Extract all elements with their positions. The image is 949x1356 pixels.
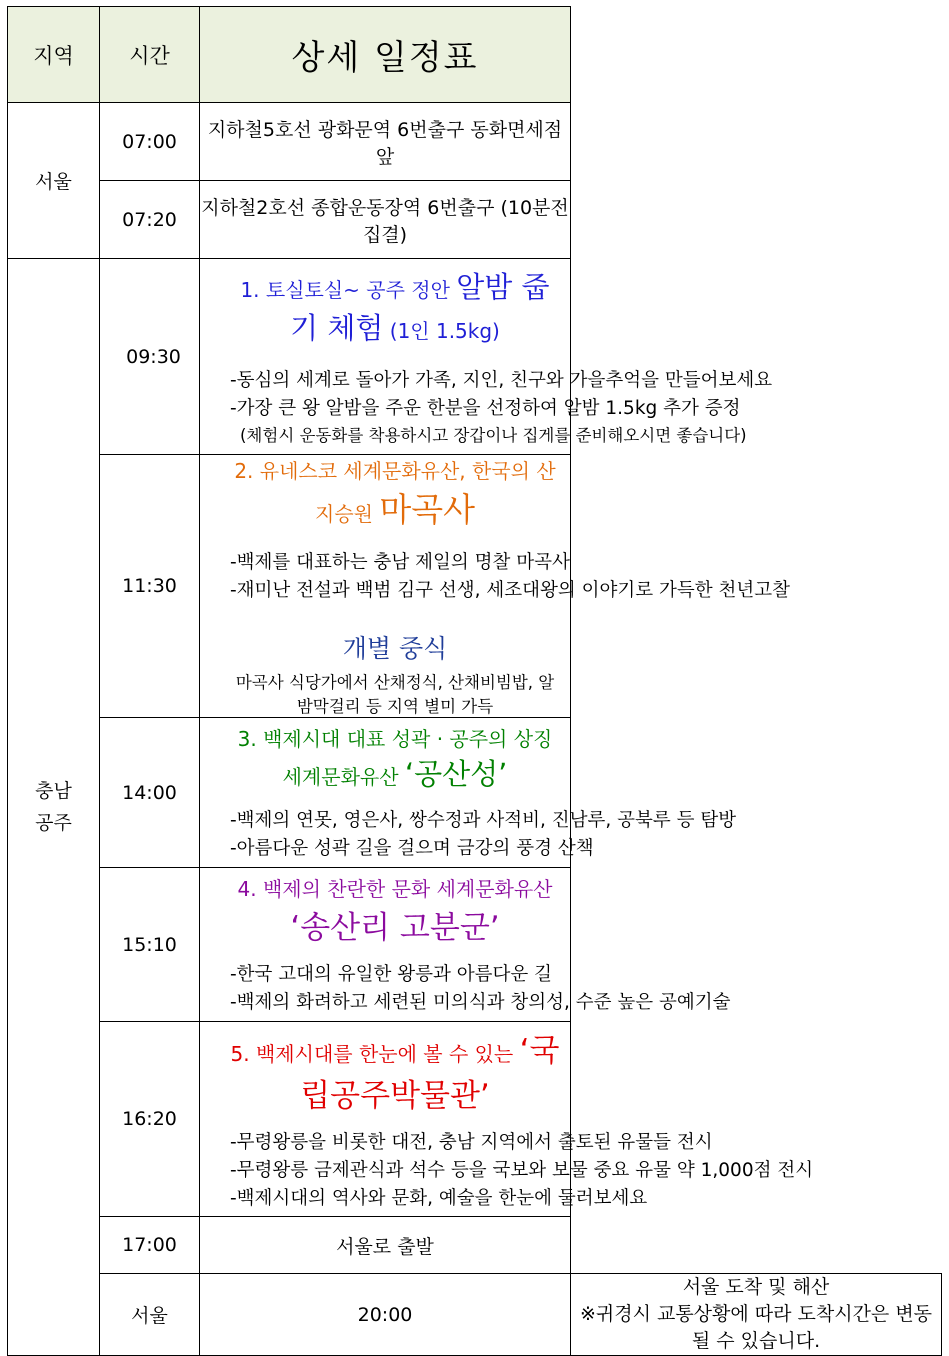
item-3-bullet-2: -아름다운 성곽 길을 걸으며 금강의 풍경 산책 bbox=[230, 837, 594, 859]
item-1-title-highlight: 알밤 줍기 체험 bbox=[290, 269, 550, 345]
item-5-title-prefix: 5. 백제시대를 한눈에 볼 수 있는 bbox=[230, 1042, 520, 1066]
item-5-bullet-1: -무령왕릉을 비롯한 대전, 충남 지역에서 출토된 유물들 전시 bbox=[230, 1132, 713, 1153]
item-3-cell bbox=[200, 718, 737, 868]
arrival-cell bbox=[571, 1274, 942, 1356]
item-5-title-highlight: ‘국립공주박물관’ bbox=[300, 1033, 560, 1114]
header-region: 지역 bbox=[8, 7, 100, 103]
meeting-point-2: 지하철2호선 종합운동장역 6번출구 (10분전 집결) bbox=[200, 181, 571, 259]
table-row bbox=[8, 868, 942, 1022]
item-1-bullet-1: -동심의 세계로 돌아가 가족, 지인, 친구와 가을추억을 만들어보세요 bbox=[230, 369, 773, 391]
item-5-bullet-2: -무령왕릉 금제관식과 석수 등을 국보와 보물 중요 유물 약 1,000점 전시 bbox=[230, 1160, 814, 1181]
table-row bbox=[8, 259, 942, 455]
region-chungnam-gongju bbox=[8, 259, 100, 1356]
arrival-note: ※귀경시 교통상황에 따라 도착시간은 변동될 수 있습니다. bbox=[579, 1303, 933, 1352]
time-cell: 07:20 bbox=[100, 181, 200, 259]
item-4-title-prefix: 4. 백제의 찬란한 문화 세계문화유산 bbox=[237, 876, 553, 901]
region-line-2: 공주 bbox=[35, 812, 72, 834]
time-cell: 17:00 bbox=[100, 1217, 200, 1274]
time-cell: 07:00 bbox=[100, 103, 200, 181]
item-1-note: (체험시 운동화를 착용하시고 장갑이나 집게를 준비해오시면 좋습니다) bbox=[240, 425, 747, 445]
table-row bbox=[8, 1022, 942, 1217]
item-2-title-prefix: 2. 유네스코 세계문화유산, 한국의 산지승원 bbox=[234, 459, 556, 526]
item-2-cell bbox=[200, 455, 790, 718]
item-1-title-suffix: (1인 1.5kg) bbox=[383, 318, 500, 343]
item-4-bullet-1: -한국 고대의 유일한 왕릉과 아름다운 길 bbox=[230, 963, 553, 985]
item-3-bullet-1: -백제의 연못, 영은사, 쌍수정과 사적비, 진남루, 공북루 등 탐방 bbox=[230, 809, 737, 831]
item-4-title bbox=[230, 873, 560, 947]
time-cell: 16:20 bbox=[100, 1022, 200, 1217]
depart-to-seoul: 서울로 출발 bbox=[200, 1217, 571, 1274]
time-cell: 11:30 bbox=[100, 455, 200, 718]
item-2-title-highlight: 마곡사 bbox=[379, 490, 475, 529]
time-cell: 14:00 bbox=[100, 718, 200, 868]
item-3-title-prefix: 3. 백제시대 대표 성곽 · 공주의 상징 세계문화유산 bbox=[237, 726, 553, 789]
page-title: 상세 일정표 bbox=[200, 7, 571, 103]
header-time: 시간 bbox=[100, 7, 200, 103]
table-row bbox=[8, 455, 942, 718]
item-5-bullet-3: -백제시대의 역사와 문화, 예술을 한눈에 둘러보세요 bbox=[230, 1188, 648, 1209]
region-line-1: 충남 bbox=[35, 780, 72, 802]
item-1-cell bbox=[200, 259, 773, 455]
table-row bbox=[8, 1274, 942, 1356]
schedule-table bbox=[7, 6, 942, 1356]
region-seoul-arrival: 서울 bbox=[100, 1274, 200, 1356]
header-row bbox=[8, 7, 942, 103]
item-1-bullet-2: -가장 큰 왕 알밤을 주운 한분을 선정하여 알밤 1.5kg 추가 증정 bbox=[230, 397, 741, 419]
meeting-point-1: 지하철5호선 광화문역 6번출구 동화면세점 앞 bbox=[200, 103, 571, 181]
table-row bbox=[8, 718, 942, 868]
table-row bbox=[8, 103, 942, 181]
item-5-title bbox=[230, 1025, 560, 1115]
item-4-title-highlight: ‘송산리 고분군’ bbox=[290, 909, 500, 946]
item-2-title bbox=[230, 455, 560, 531]
table-row bbox=[8, 181, 942, 259]
time-cell: 20:00 bbox=[200, 1274, 571, 1356]
item-3-title bbox=[230, 723, 560, 793]
region-seoul-departure: 서울 bbox=[8, 103, 100, 259]
item-4-bullet-2: -백제의 화려하고 세련된 미의식과 창의성, 수준 높은 공예기술 bbox=[230, 991, 731, 1013]
arrival-line-1: 서울 도착 및 해산 bbox=[682, 1276, 830, 1298]
item-2-bullet-1: -백제를 대표하는 충남 제일의 명찰 마곡사 bbox=[230, 552, 570, 573]
time-cell: 09:30 bbox=[100, 259, 200, 455]
item-2-bullet-2: -재미난 전설과 백범 김구 선생, 세조대왕의 이야기로 가득한 천년고찰 bbox=[230, 580, 790, 601]
item-1-title bbox=[230, 265, 560, 347]
item-1-title-prefix: 1. 토실토실~ 공주 정안 bbox=[240, 277, 457, 302]
table-row bbox=[8, 1217, 942, 1274]
item-4-cell bbox=[200, 868, 731, 1022]
time-cell: 15:10 bbox=[100, 868, 200, 1022]
item-3-title-highlight: ‘공산성’ bbox=[404, 756, 508, 791]
lunch-description: 마곡사 식당가에서 산채정식, 산채비빔밥, 알밤막걸리 등 지역 별미 가득 bbox=[235, 673, 555, 716]
lunch-title: 개별 중식 bbox=[342, 634, 448, 663]
item-5-cell bbox=[200, 1022, 814, 1217]
